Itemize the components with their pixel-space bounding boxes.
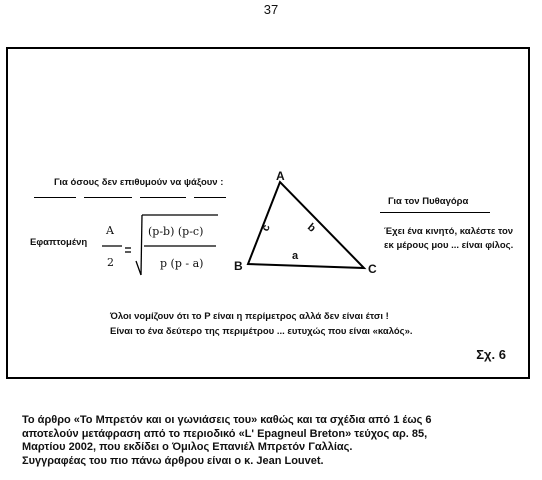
tangent-formula xyxy=(98,213,238,283)
pythagoras-underline xyxy=(380,212,490,213)
pythagoras-line-1: Έχει ένα κινητό, καλέστε τον xyxy=(384,226,514,237)
formula-graphic xyxy=(98,213,238,283)
figure-box xyxy=(6,47,530,379)
page-number: 37 xyxy=(263,2,279,17)
pythagoras-heading: Για τον Πυθαγόρα xyxy=(388,196,469,207)
article-note xyxy=(22,414,522,468)
intro-text: Για όσους δεν επιθυμούν να ψάξουν : xyxy=(54,177,224,188)
side-c-label: c xyxy=(259,223,273,233)
rhs-denominator: p (p - a) xyxy=(160,257,204,270)
underline-segment xyxy=(140,197,186,198)
vertex-c-label: C xyxy=(368,262,377,276)
underline-segment xyxy=(34,197,76,198)
formula-label: Εφαπτομένη xyxy=(30,237,88,248)
side-a-label: a xyxy=(292,250,299,262)
triangle-diagram xyxy=(230,164,380,280)
underline-segment xyxy=(84,197,132,198)
sqrt-tick xyxy=(136,261,141,275)
article-note-line-3: Μαρτίου 2002, που εκδίδει ο Όμιλος Επανιέλ Μπρετόν Γαλλίας. xyxy=(22,441,353,453)
rhs-numerator: (p-b) (p-c) xyxy=(148,225,204,238)
vertex-b-label: B xyxy=(234,259,243,273)
perimeter-note-line-1: Όλοι νομίζουν ότι το P είναι η περίμετρος αλλά δεν είναι έτσι ! xyxy=(110,311,389,322)
perimeter-note-line-2: Είναι το ένα δεύτερο της περιμέτρου ... ευτυχώς που είναι «καλός». xyxy=(110,326,413,337)
pythagoras-line-2: εκ μέρους μου ... είναι φίλος. xyxy=(384,240,514,251)
article-note-line-4: Συγγραφέας του πιο πάνω άρθρου είναι ο κ. Jean Louvet. xyxy=(22,454,324,467)
sqrt-stem xyxy=(141,215,142,275)
underline-segment xyxy=(194,197,226,198)
side-b-label: b xyxy=(304,221,318,235)
vertex-a-label: A xyxy=(276,169,285,183)
figure-caption: Σχ. 6 xyxy=(476,347,506,362)
article-note-line-2: αποτελούν μετάφραση από το περιοδικό «L' Epagneul Breton» τεύχος αρ. 85, xyxy=(22,427,428,440)
lhs-numerator: A xyxy=(106,224,114,237)
article-note-line-1: Το άρθρο «Το Μπρετόν και οι γωνιάσεις του» καθώς και τα σχέδια από 1 έως 6 xyxy=(22,414,432,426)
lhs-denominator: 2 xyxy=(107,256,114,269)
